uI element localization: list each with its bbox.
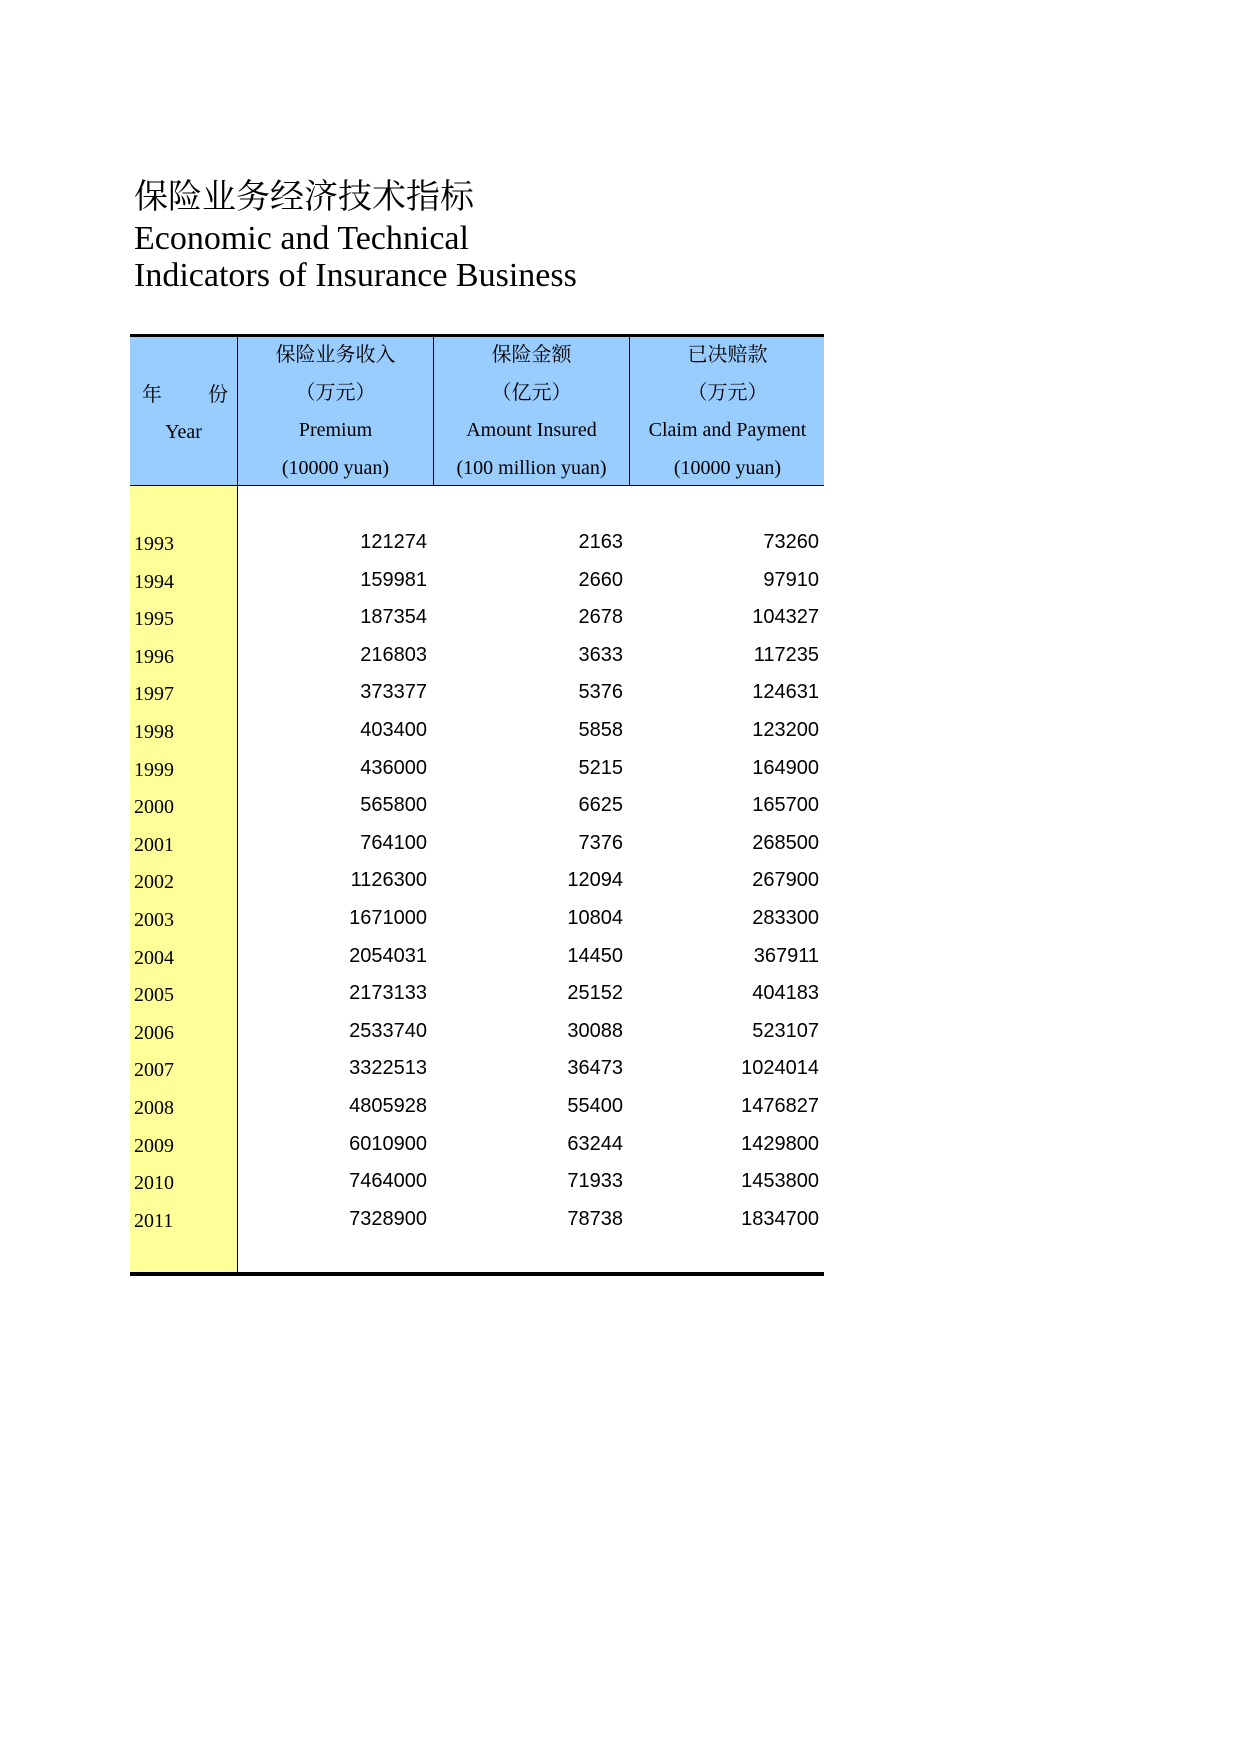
amount-cell: 5215: [578, 756, 623, 779]
claim-cell: 367911: [753, 944, 819, 967]
table-row: [130, 1087, 824, 1125]
table-row: [130, 937, 824, 975]
premium-cell: 159981: [360, 568, 427, 591]
premium-cell: 3322513: [349, 1057, 427, 1080]
premium-cell: 2173133: [349, 982, 427, 1005]
claim-cell: 267900: [752, 869, 819, 892]
table-body: [130, 523, 824, 1237]
premium-cell: 216803: [360, 643, 427, 666]
header-year-cn: 年 份: [142, 384, 228, 406]
premium-cell: 187354: [360, 606, 427, 629]
premium-cell: 403400: [360, 718, 427, 741]
claim-cell: 97910: [763, 568, 819, 591]
premium-cell: 1126300: [350, 869, 427, 892]
header-amount-cn: 保险金额: [491, 344, 572, 366]
amount-cell: 2660: [578, 568, 623, 591]
header-claim-payment: [629, 337, 825, 485]
table-row: [130, 786, 824, 824]
year-cell: 2010: [134, 1172, 174, 1195]
header-year-en: Year: [165, 421, 202, 443]
header-claim-en-unit: (10000 yuan): [673, 456, 782, 479]
table-row: [130, 974, 824, 1012]
table-row: [130, 749, 824, 787]
claim-cell: 404183: [752, 982, 819, 1005]
claim-cell: 268500: [752, 831, 819, 854]
claim-cell: 164900: [752, 756, 819, 779]
header-amount-en-unit: (100 million yuan): [456, 456, 607, 479]
table-row: [130, 824, 824, 862]
amount-cell: 5858: [578, 718, 623, 741]
claim-cell: 73260: [763, 531, 819, 553]
year-cell: 2011: [134, 1209, 174, 1232]
year-cell: 1995: [134, 608, 174, 631]
document-title: [134, 176, 834, 294]
amount-cell: 25152: [567, 982, 623, 1005]
header-premium: [237, 337, 433, 485]
claim-cell: 523107: [752, 1019, 819, 1042]
year-cell: 2007: [134, 1059, 174, 1082]
amount-cell: 36473: [567, 1057, 623, 1080]
amount-cell: 7376: [578, 831, 623, 854]
year-cell: 1996: [134, 645, 174, 668]
header-premium-en-unit: (10000 yuan): [281, 456, 390, 479]
claim-cell: 1024014: [741, 1057, 819, 1080]
year-cell: 1998: [134, 720, 174, 743]
header-amount-cn-unit: （亿元）: [491, 381, 572, 404]
claim-cell: 1429800: [741, 1132, 819, 1155]
title-english: [134, 220, 834, 294]
year-cell: 1993: [134, 533, 174, 555]
title-english-line-1: Economic and Technical: [134, 220, 469, 257]
year-cell: 2003: [134, 908, 174, 931]
year-cell: 2002: [134, 871, 174, 894]
table-row: [130, 636, 824, 674]
claim-cell: 123200: [752, 718, 819, 741]
claim-cell: 1453800: [741, 1170, 819, 1193]
premium-cell: 7464000: [349, 1170, 427, 1193]
premium-cell: 6010900: [349, 1132, 427, 1155]
title-chinese: 保险业务经济技术指标: [134, 179, 474, 216]
claim-cell: 165700: [752, 794, 819, 817]
claim-cell: 1476827: [741, 1094, 819, 1117]
header-amount-insured: [433, 337, 629, 485]
year-cell: 2000: [134, 796, 174, 819]
year-cell: 1994: [134, 570, 174, 593]
table-row: [130, 673, 824, 711]
amount-cell: 30088: [567, 1019, 623, 1042]
premium-cell: 4805928: [349, 1094, 427, 1117]
premium-cell: 2054031: [349, 944, 427, 967]
table-bottom-rule: [130, 1272, 824, 1276]
premium-cell: 436000: [360, 756, 427, 779]
claim-cell: 124631: [752, 681, 819, 704]
table-row: [130, 523, 824, 561]
table-row: [130, 861, 824, 899]
year-cell: 2008: [134, 1096, 174, 1119]
amount-cell: 10804: [567, 906, 623, 929]
table-row: [130, 598, 824, 636]
header-premium-cn-unit: （万元）: [295, 381, 376, 404]
premium-cell: 121274: [360, 531, 427, 553]
table-row: [130, 899, 824, 937]
table-row: [130, 1125, 824, 1163]
header-premium-cn: 保险业务收入: [275, 344, 396, 366]
year-cell: 2005: [134, 984, 174, 1007]
claim-cell: 104327: [752, 606, 819, 629]
table-row: [130, 711, 824, 749]
amount-cell: 71933: [567, 1170, 623, 1193]
amount-cell: 14450: [567, 944, 623, 967]
amount-cell: 3633: [578, 643, 623, 666]
amount-cell: 5376: [578, 681, 623, 704]
year-cell: 1999: [134, 758, 174, 781]
header-claim-en: Claim and Payment: [648, 419, 807, 441]
year-cell: 2004: [134, 946, 174, 969]
insurance-indicators-table: [130, 334, 824, 1277]
premium-cell: 764100: [360, 831, 427, 854]
year-cell: 1997: [134, 683, 174, 706]
amount-cell: 12094: [567, 869, 623, 892]
premium-cell: 373377: [360, 681, 427, 704]
premium-cell: 7328900: [349, 1207, 427, 1230]
amount-cell: 55400: [567, 1094, 623, 1117]
premium-cell: 1671000: [349, 906, 427, 929]
table-row: [130, 1200, 824, 1238]
premium-cell: 565800: [360, 794, 427, 817]
amount-cell: 6625: [578, 794, 623, 817]
table-row: [130, 1012, 824, 1050]
header-claim-cn: 已决赔款: [687, 344, 768, 366]
header-year: [130, 337, 237, 485]
header-premium-en: Premium: [298, 419, 373, 441]
year-cell: 2006: [134, 1021, 174, 1044]
premium-cell: 2533740: [349, 1019, 427, 1042]
amount-cell: 2678: [578, 606, 623, 629]
table-row: [130, 561, 824, 599]
year-cell: 2009: [134, 1134, 174, 1157]
header-amount-en: Amount Insured: [466, 419, 597, 441]
claim-cell: 1834700: [741, 1207, 819, 1230]
header-claim-cn-unit: （万元）: [687, 381, 768, 404]
year-cell: 2001: [134, 833, 174, 856]
amount-cell: 78738: [567, 1207, 623, 1230]
amount-cell: 63244: [567, 1132, 623, 1155]
claim-cell: 283300: [752, 906, 819, 929]
claim-cell: 117235: [753, 643, 819, 666]
table-row: [130, 1162, 824, 1200]
amount-cell: 2163: [578, 531, 623, 553]
title-english-line-2: Indicators of Insurance Business: [134, 257, 577, 294]
table-row: [130, 1049, 824, 1087]
table-header: [130, 337, 824, 486]
